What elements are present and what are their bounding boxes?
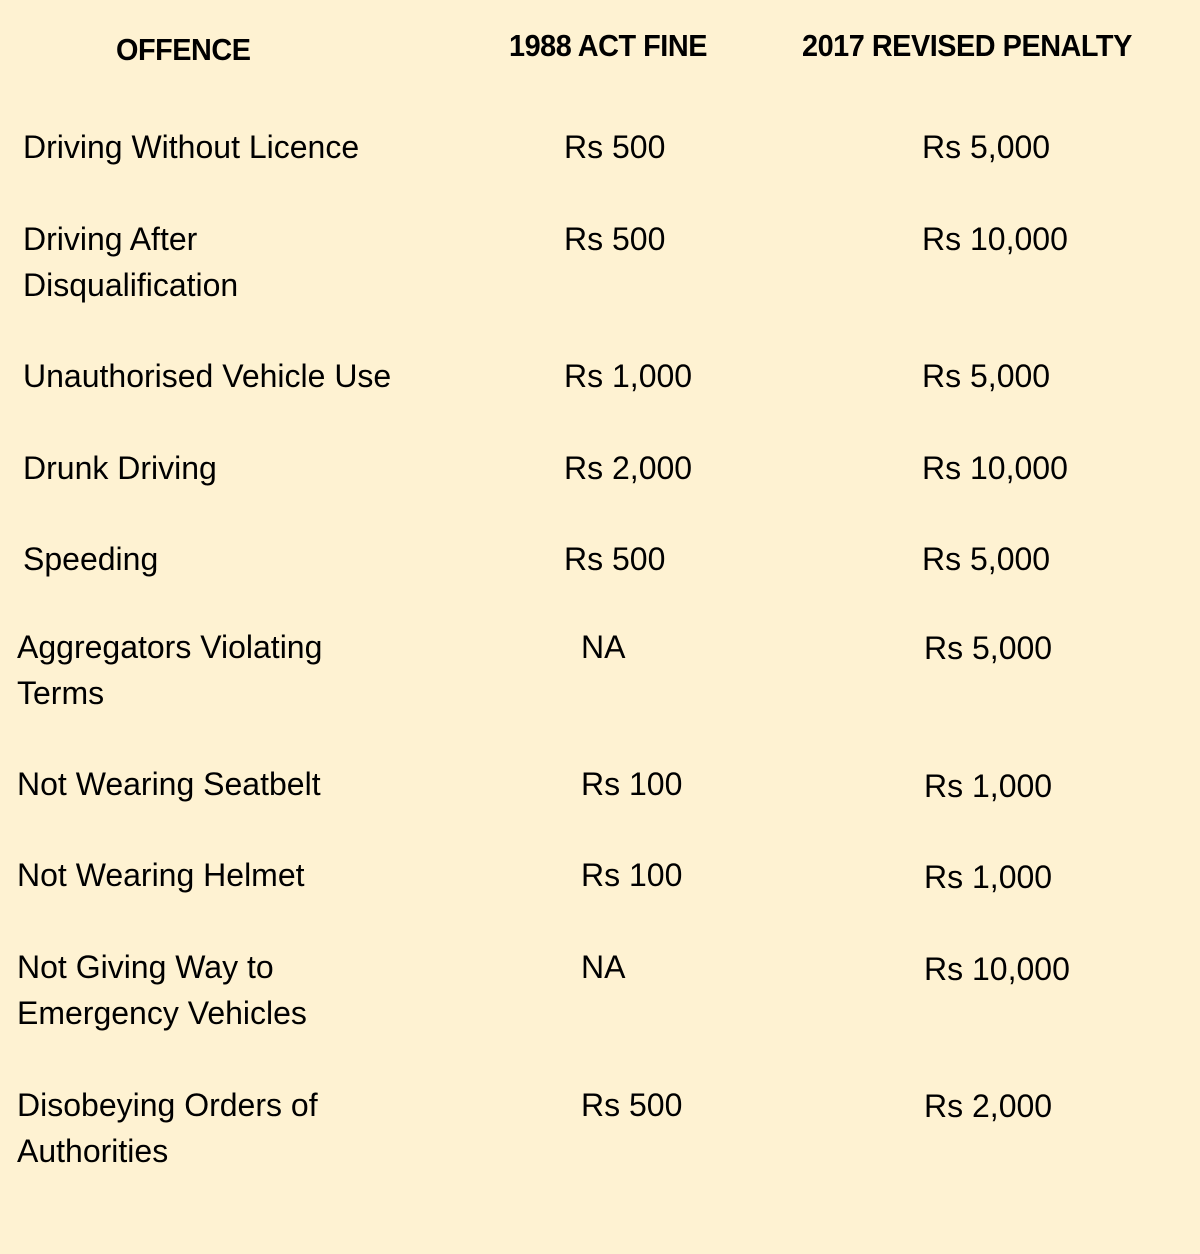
offence-cell: Not Wearing Seatbelt [17,766,321,802]
fine-1988-cell: Rs 500 [564,541,666,577]
penalty-2017-cell: Rs 10,000 [924,951,1070,987]
header-2017-revised-penalty: 2017 REVISED PENALTY [802,28,1132,63]
fine-1988-cell: NA [581,949,626,985]
offence-cell: Unauthorised Vehicle Use [23,358,392,394]
offence-cell: Not Wearing Helmet [17,857,305,893]
penalty-2017-cell: Rs 10,000 [922,221,1068,257]
offence-cell: Driving After Disqualification [23,221,239,303]
penalty-2017-cell: Rs 5,000 [924,630,1053,666]
fine-1988-cell: Rs 1,000 [564,358,693,394]
penalty-2017-cell: Rs 1,000 [924,859,1053,895]
header-offence: OFFENCE [116,32,251,67]
offence-cell: Not Giving Way to Emergency Vehicles [17,949,307,1031]
penalty-2017-cell: Rs 1,000 [924,768,1053,804]
fine-1988-cell: NA [581,629,626,665]
header-1988-act-fine: 1988 ACT FINE [509,28,707,63]
penalty-2017-cell: Rs 2,000 [924,1088,1053,1124]
penalty-2017-cell: Rs 5,000 [922,358,1051,394]
offence-cell: Speeding [23,541,159,577]
fine-1988-cell: Rs 100 [581,766,683,802]
penalty-2017-cell: Rs 10,000 [922,450,1068,486]
offence-cell: Driving Without Licence [23,129,360,165]
fine-1988-cell: Rs 500 [564,221,666,257]
penalty-2017-cell: Rs 5,000 [922,129,1051,165]
offence-cell: Drunk Driving [23,450,217,486]
fine-1988-cell: Rs 100 [581,857,683,893]
fine-1988-cell: Rs 500 [581,1087,683,1123]
penalty-2017-cell: Rs 5,000 [922,541,1051,577]
fine-1988-cell: Rs 2,000 [564,450,693,486]
offence-cell: Aggregators Violating Terms [17,629,323,711]
offence-cell: Disobeying Orders of Authorities [17,1087,318,1169]
fine-1988-cell: Rs 500 [564,129,666,165]
